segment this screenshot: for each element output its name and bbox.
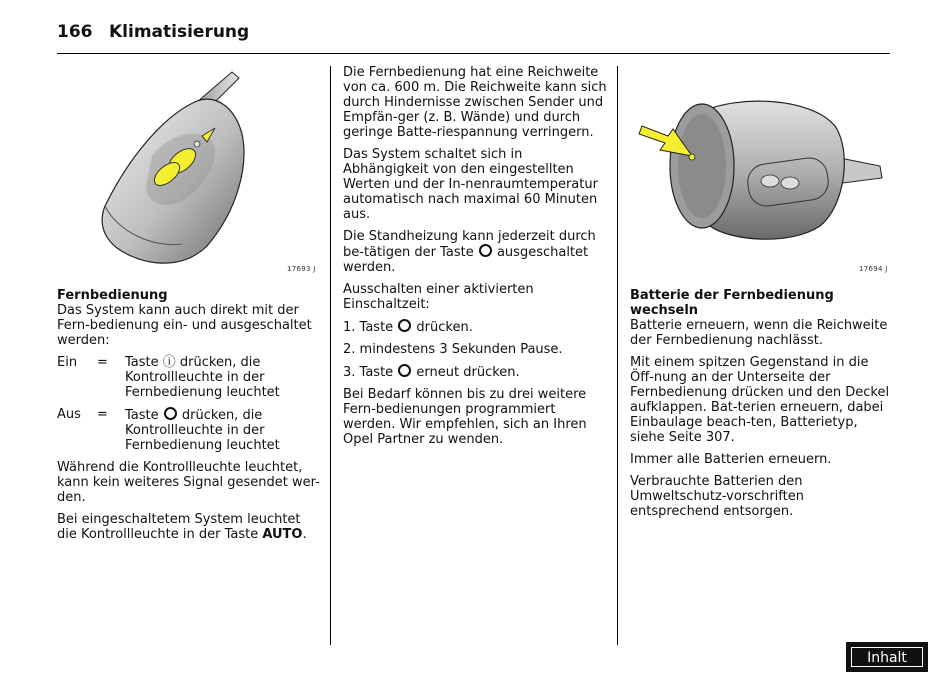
text: Bei eingeschaltetem System leuchtet die Kontrollleuchte in der Taste bbox=[57, 512, 301, 542]
definition-eq: = bbox=[97, 355, 108, 370]
text: 1. Taste bbox=[343, 320, 398, 335]
text: 3. Taste bbox=[343, 365, 398, 380]
figure-code-left: 17693 J bbox=[287, 265, 316, 273]
paragraph-range: Die Fernbedienung hat eine Reichweite von ca. 600 m. Die Reichweite kann sich durch Hindernisse zwischen Sender und Empfän-ger (z. B. Wände) und durch geringe Batte-riespannung verringern. bbox=[343, 65, 607, 140]
section-heading-fernbedienung: Fernbedienung bbox=[57, 288, 168, 303]
power-button-icon: ⓘ bbox=[162, 355, 176, 370]
desc-text: Taste bbox=[125, 408, 163, 423]
auto-label: AUTO bbox=[262, 527, 303, 542]
paragraph-signal: Während die Kontrollleuchte leuchtet, kann kein weiteres Signal gesendet wer-den. bbox=[57, 460, 320, 505]
left-column bbox=[57, 288, 322, 549]
paragraph-all-batteries: Immer alle Batterien erneuern. bbox=[630, 452, 832, 467]
text: ausgeschaltet werden. bbox=[343, 245, 589, 275]
remote-battery-illustration bbox=[630, 66, 892, 276]
definition-desc bbox=[125, 407, 322, 453]
off-button-icon bbox=[164, 407, 177, 420]
intro-paragraph: Das System kann auch direkt mit der Fern-bedienung ein- und ausgeschaltet werden: bbox=[57, 303, 312, 348]
definition-term: Aus bbox=[57, 407, 81, 422]
right-column bbox=[630, 288, 892, 526]
desc-text: drücken, die Kontrollleuchte in der Fernbedienung leuchtet bbox=[125, 355, 280, 400]
definition-term: Ein bbox=[57, 355, 78, 370]
definition-aus bbox=[57, 407, 322, 453]
inhalt-label: Inhalt bbox=[851, 647, 923, 667]
text: drücken. bbox=[412, 320, 473, 335]
definition-desc bbox=[125, 355, 322, 400]
text: Die Standheizung kann jederzeit durch be-tätigen der Taste bbox=[343, 229, 596, 260]
step-1 bbox=[343, 319, 608, 335]
remote-control-illustration bbox=[57, 66, 319, 276]
column-divider-left bbox=[330, 66, 331, 645]
paragraph-auto-off: Das System schaltet sich in Abhängigkeit von den eingestellten Werten und der In-nenraumtemperatur automatisch nach maximal 60 Minuten aus. bbox=[343, 147, 598, 222]
inhalt-button[interactable] bbox=[846, 642, 928, 672]
middle-column bbox=[343, 65, 608, 454]
paragraph-timer-off: Ausschalten einer aktivierten Einschaltzeit: bbox=[343, 282, 534, 312]
page-header bbox=[57, 20, 890, 54]
desc-text: drücken, die Kontrollleuchte in der Fernbedienung leuchtet bbox=[125, 408, 280, 453]
column-divider-right bbox=[617, 66, 618, 645]
battery-figure bbox=[630, 66, 892, 276]
definition-ein bbox=[57, 355, 322, 400]
step-3 bbox=[343, 364, 608, 380]
desc-text: Taste bbox=[125, 355, 163, 370]
paragraph-additional-remotes: Bei Bedarf können bis zu drei weitere Fern-bedienungen programmiert werden. Wir empfehlen, sich an Ihren Opel Partner zu wenden. bbox=[343, 387, 587, 447]
paragraph-auto bbox=[57, 512, 322, 542]
page-number: 166 bbox=[57, 22, 93, 42]
paragraph-battery-instructions: Mit einem spitzen Gegenstand in die Öff-nung an der Unterseite der Fernbedienung drücken und den Deckel aufklappen. Bat-terien erneuern, dabei Einbaulage beach-ten, Batterietyp, siehe Seite 307. bbox=[630, 355, 890, 445]
remote-control-figure bbox=[57, 66, 319, 276]
section-heading-battery: Batterie der Fernbedienung wechseln bbox=[630, 288, 834, 318]
text: . bbox=[302, 527, 307, 542]
definition-eq: = bbox=[97, 407, 108, 422]
paragraph-battery-renew: Batterie erneuern, wenn die Reichweite der Fernbedienung nachlässt. bbox=[630, 318, 888, 348]
figure-code-right: 17694 J bbox=[859, 265, 888, 273]
text: erneut drücken. bbox=[412, 365, 520, 380]
step-2: 2. mindestens 3 Sekunden Pause. bbox=[343, 342, 563, 357]
paragraph-manual-off bbox=[343, 229, 608, 275]
off-button-icon bbox=[398, 319, 411, 332]
paragraph-disposal: Verbrauchte Batterien den Umweltschutz-vorschriften entsprechend entsorgen. bbox=[630, 474, 804, 519]
off-button-icon bbox=[479, 244, 492, 257]
off-button-icon bbox=[398, 364, 411, 377]
page-title: Klimatisierung bbox=[109, 22, 250, 42]
